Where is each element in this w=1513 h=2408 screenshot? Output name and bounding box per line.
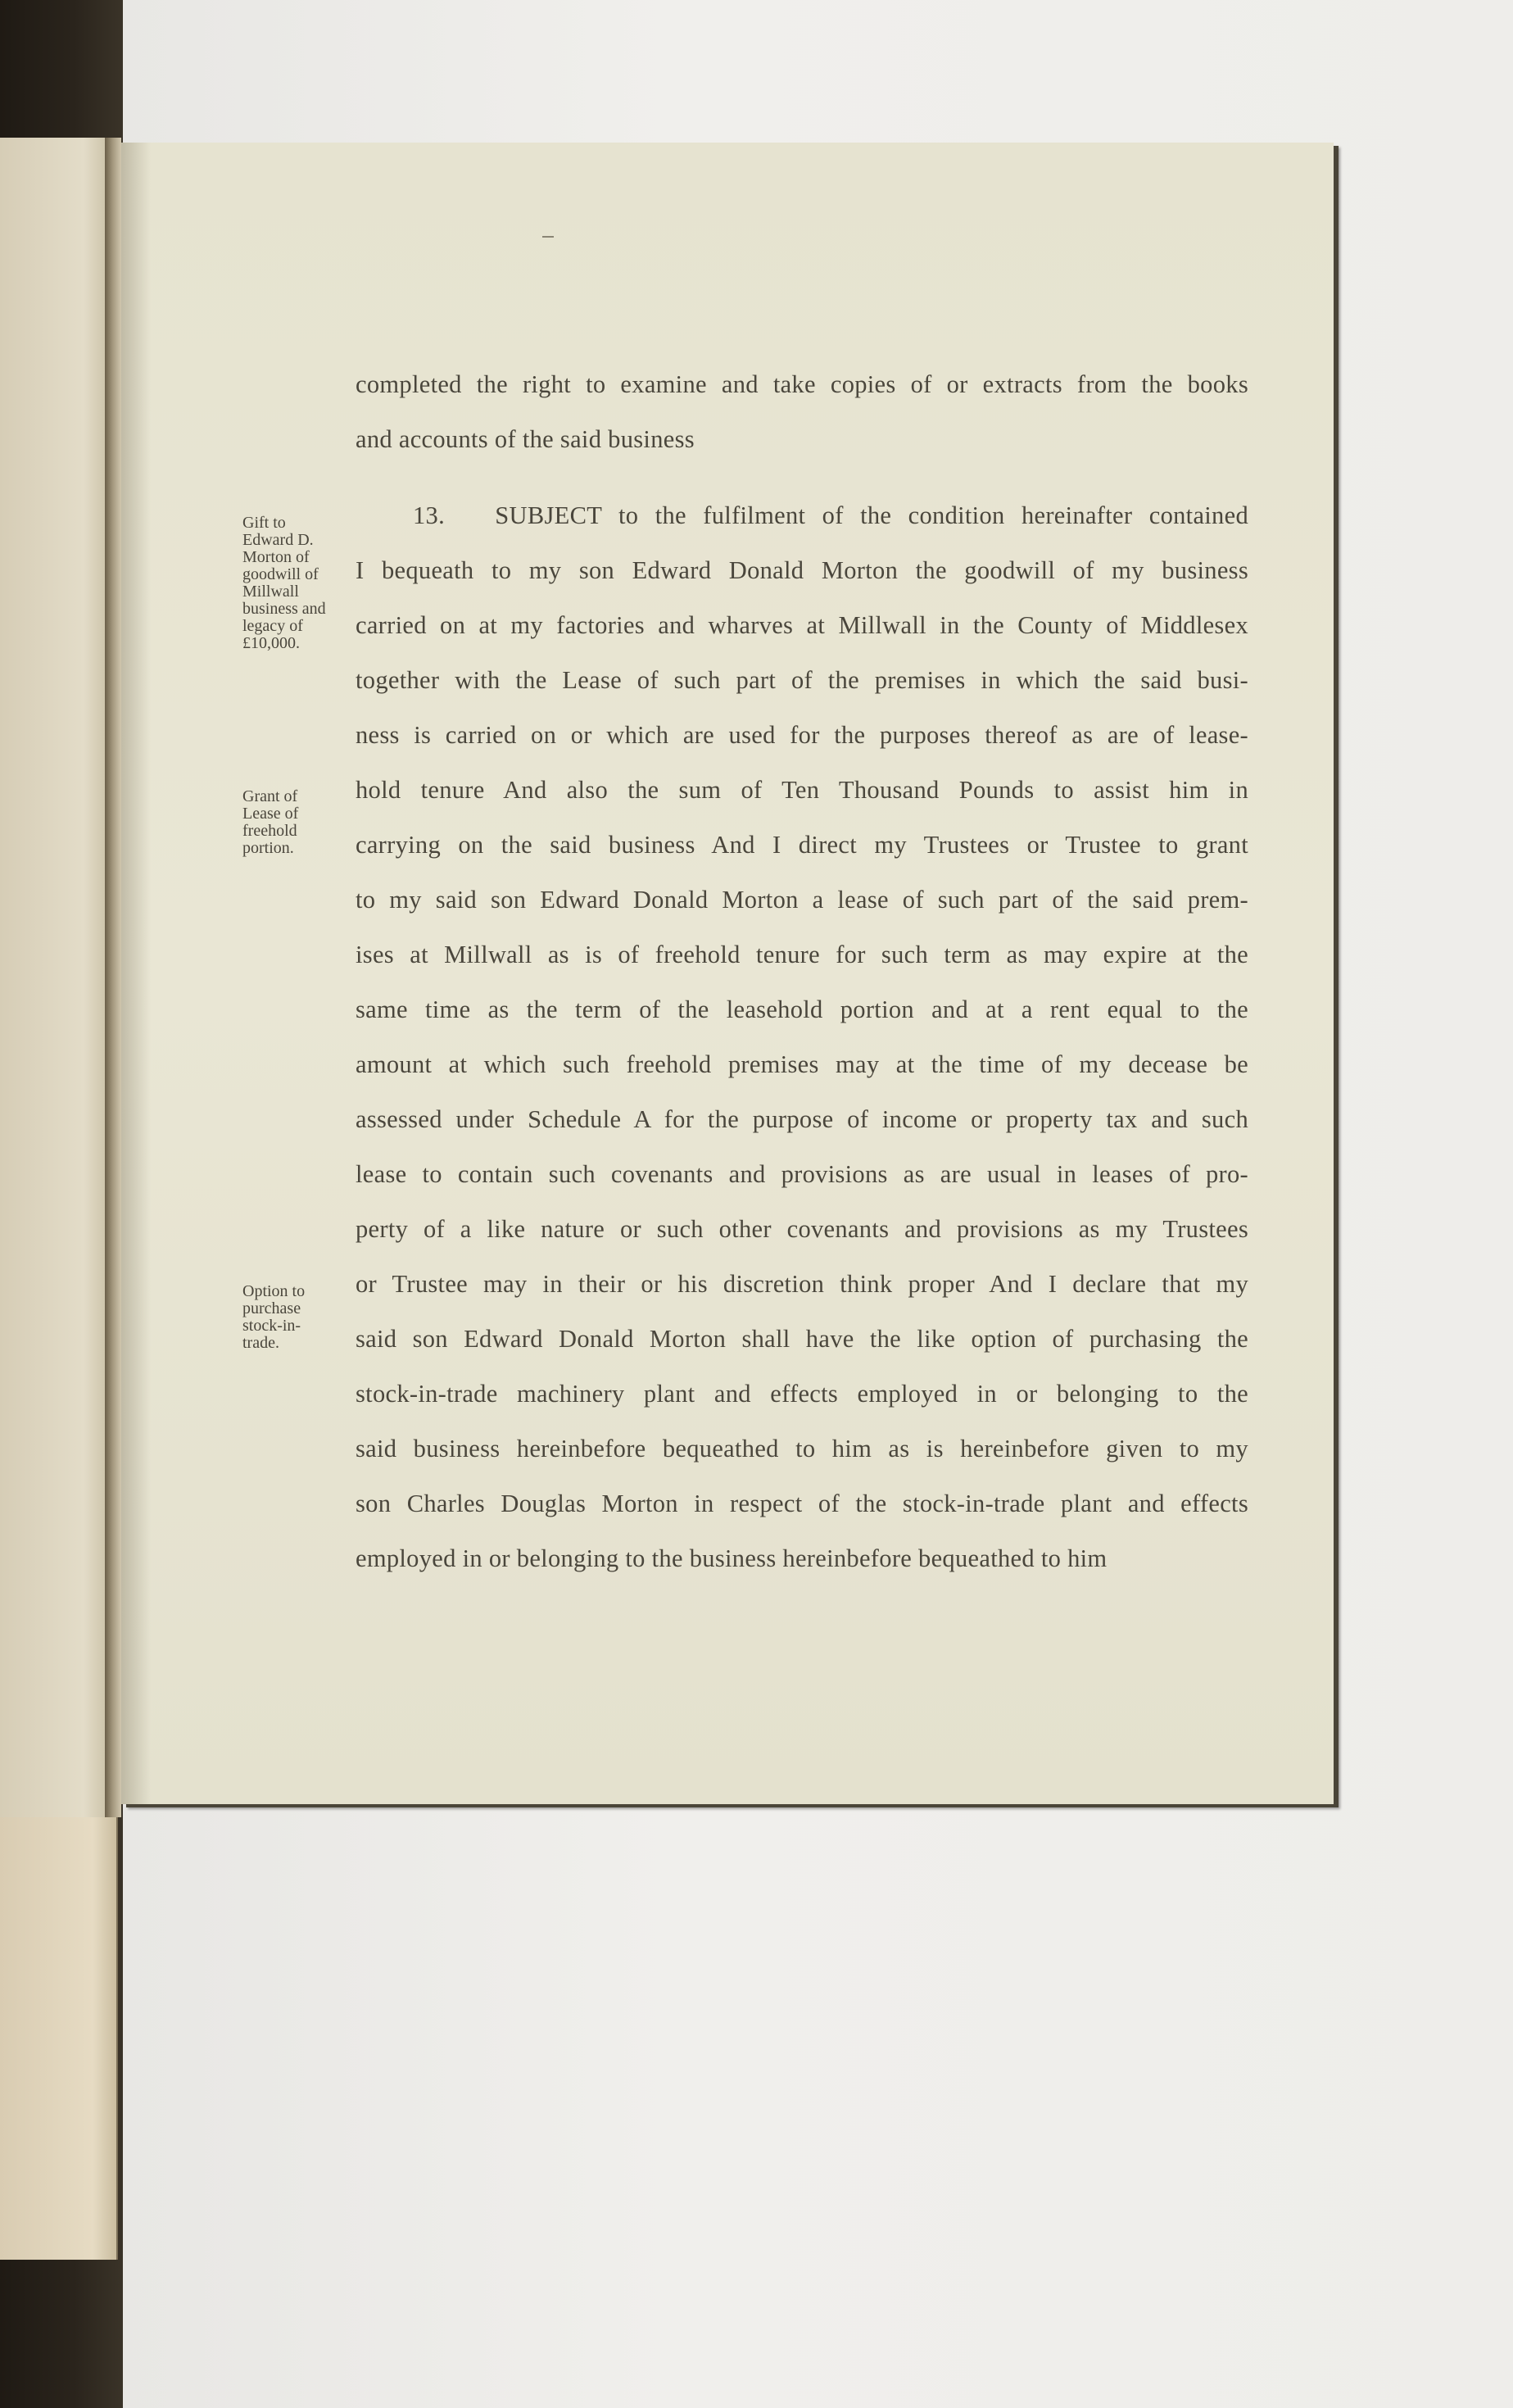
- margin-note-line: £10,000.: [242, 634, 300, 652]
- margin-note-line: goodwill of: [242, 565, 319, 583]
- text-line: and accounts of the said business: [356, 425, 695, 453]
- previous-page-lower-edge: [0, 1817, 118, 2260]
- margin-note-line: Lease of: [242, 805, 299, 823]
- margin-note-line: Morton of: [242, 548, 310, 566]
- book-gutter: [105, 138, 121, 1817]
- paragraph-first-line: [413, 501, 1248, 537]
- text-line: completed the right to examine and take copies of or extracts from the books: [356, 370, 1248, 398]
- margin-note-grant: [242, 788, 298, 857]
- margin-note-line: stock-in-: [242, 1317, 301, 1335]
- text-line: ises at Millwall as is of freehold tenure for such term as may expire at the: [356, 941, 1248, 968]
- text-line: together with the Lease of such part of the premises in which the said busi-: [356, 666, 1248, 694]
- margin-note-line: portion.: [242, 839, 294, 857]
- text-line: assessed under Schedule A for the purpose of income or property tax and such: [356, 1105, 1248, 1133]
- margin-note-line: business and: [242, 600, 326, 618]
- text-line: or Trustee may in their or his discretion think proper And I declare that my: [356, 1270, 1248, 1298]
- previous-page-edge: [0, 138, 107, 1817]
- text-line: son Charles Douglas Morton in respect of the stock-in-trade plant and effects: [356, 1490, 1248, 1517]
- margin-note-line: Edward D.: [242, 531, 314, 549]
- margin-note-line: Grant of: [242, 787, 298, 805]
- text-line: said business hereinbefore bequeathed to him as is hereinbefore given to my: [356, 1435, 1248, 1462]
- text-line: perty of a like nature or such other covenants and provisions as my Trustees: [356, 1215, 1248, 1243]
- margin-note-line: trade.: [242, 1334, 279, 1352]
- margin-note-gift: [242, 515, 326, 652]
- margin-note-line: purchase: [242, 1299, 301, 1317]
- margin-note-line: Millwall: [242, 583, 299, 601]
- text-line: carried on at my factories and wharves at Millwall in the County of Middlesex: [356, 611, 1248, 639]
- text-line: stock-in-trade machinery plant and effects employed in or belonging to the: [356, 1380, 1248, 1408]
- page-mark: [542, 236, 554, 238]
- paragraph-number: 13.: [413, 501, 446, 529]
- margin-note-line: legacy of: [242, 617, 303, 635]
- page-gutter-shadow: [121, 143, 151, 1804]
- text-line: ness is carried on or which are used for the purposes thereof as are of lease-: [356, 721, 1248, 749]
- text-line: lease to contain such covenants and provisions as are usual in leases of pro-: [356, 1160, 1248, 1188]
- text-line: I bequeath to my son Edward Donald Morton the goodwill of my business: [356, 556, 1248, 584]
- text-line: to my said son Edward Donald Morton a lease of such part of the said prem-: [356, 886, 1248, 914]
- text-line: said son Edward Donald Morton shall have the like option of purchasing the: [356, 1325, 1248, 1353]
- text-line: employed in or belonging to the business hereinbefore bequeathed to him: [356, 1544, 1108, 1572]
- margin-note-line: Option to: [242, 1282, 306, 1300]
- text-span: SUBJECT to the fulfilment of the condition hereinafter contained: [495, 501, 1248, 529]
- text-line: hold tenure And also the sum of Ten Thousand Pounds to assist him in: [356, 776, 1248, 804]
- margin-note-line: Gift to: [242, 514, 286, 532]
- text-line: same time as the term of the leasehold portion and at a rent equal to the: [356, 995, 1248, 1023]
- margin-note-option: [242, 1283, 305, 1352]
- text-line: carrying on the said business And I direct my Trustees or Trustee to grant: [356, 831, 1248, 859]
- text-line: amount at which such freehold premises may at the time of my decease be: [356, 1050, 1248, 1078]
- margin-note-line: freehold: [242, 822, 297, 840]
